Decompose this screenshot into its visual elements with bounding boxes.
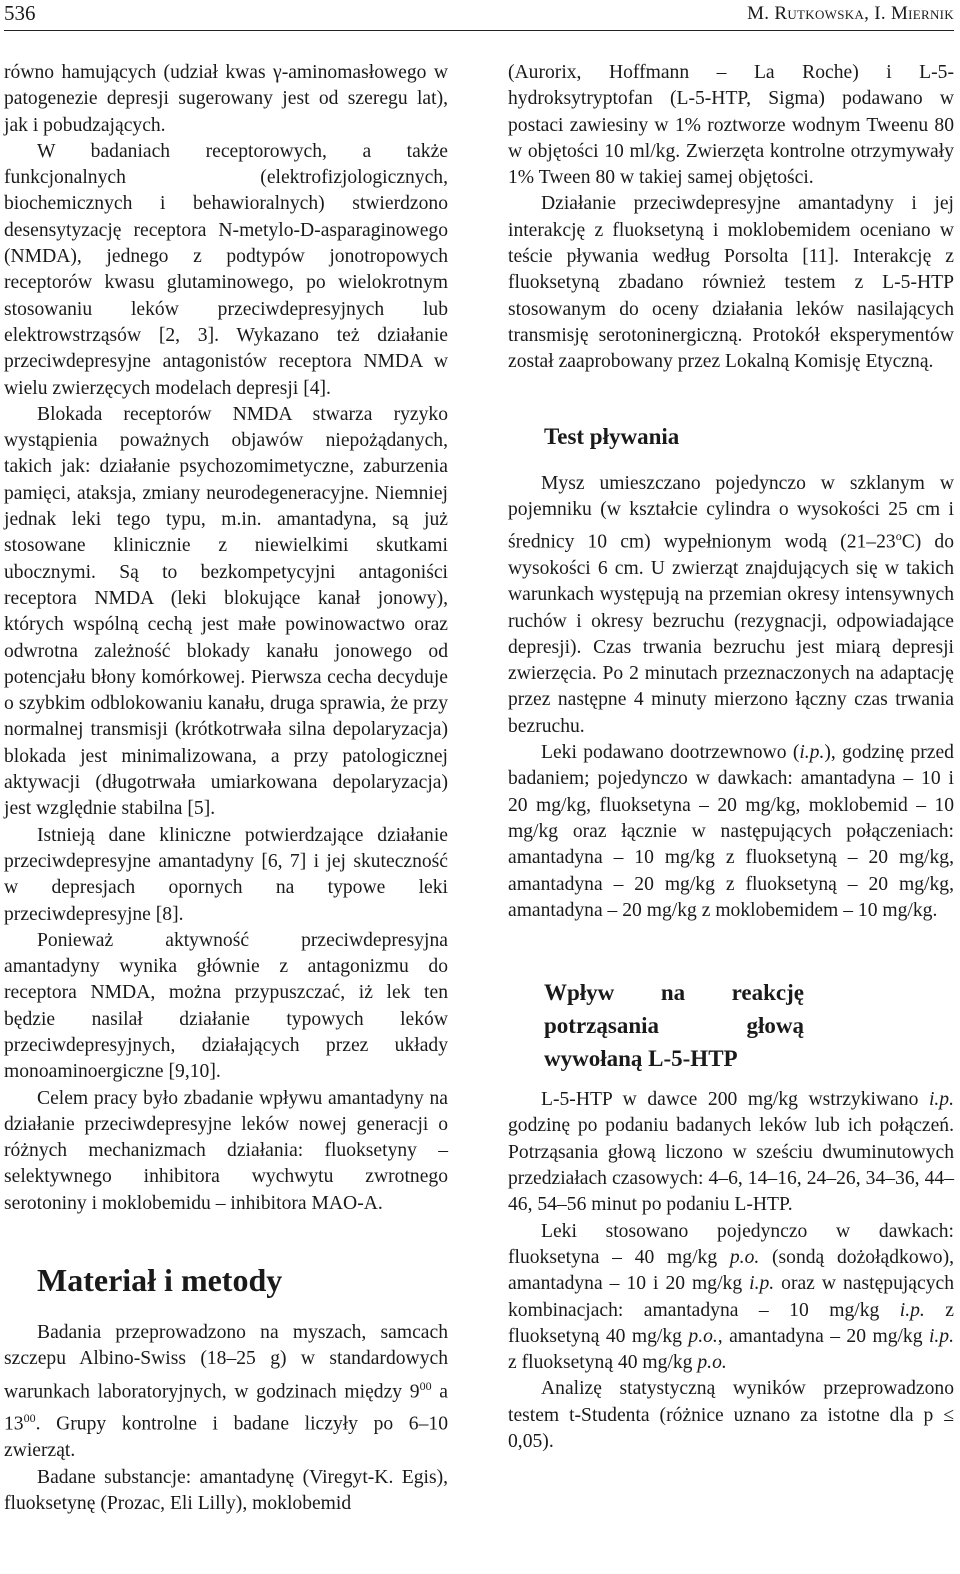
paragraph-l5htp-procedure: L-5-HTP w dawce 200 mg/kg wstrzykiwano i.p. godzinę po podaniu badanych leków lub ich połączeń. Potrząsania głową liczono w sześciu dwuminutowych przedziałach czasowych: 4–6, 14–16, 24–26, 34–36, 44–46, 54–56 minut po podaniu L-HTP. <box>508 1089 954 1216</box>
paragraph-clinical-data: Istnieją dane kliniczne potwierdzające działanie przeciwdepresyjne amantadyny [6, 7] i jej skuteczność w depresjach opornych na typowe leki przeciwdepresyjne [8]. <box>4 824 448 925</box>
left-column <box>4 60 448 1517</box>
paragraph-porsolt: Działanie przeciwdepresyjne amantadyny i jej interakcję z fluoksetyną i moklobemidem oceniano w teście pływania według Porsolta [11]. Interakcję z fluoksetyną zbadano również testem z L-5-HTP stosowanym do oceny działania leków nasilających transmisję serotoninergiczną. Protokół eksperymentów został zaaprobowany przez Lokalną Komisję Etyczną. <box>508 193 954 373</box>
subsection-heading-swim-test: Test pływania <box>544 423 680 449</box>
paragraph-intro-continued: równo hamujących (udział kwas γ-aminomasłowego w patogenezie depresji sugerowany jest od szeregu lat), jak i pobudzających. <box>4 62 448 136</box>
paragraph-swim-procedure: Mysz umieszczano pojedynczo w szklanym w pojemniku (w kształcie cylindra o wysokości 25 cm i średnicy 10 cm) wypełnionym wodą (21–23$^o$C) do wysokości 6 cm. U zwierząt znajdujących się w takich warunkach występują na przemian okresy intensywnych ruchów i okresy bezruchu (rezygnacji, odpowiadające depresji). Czas trwania bezruchu jest miarą depresji zwierzęcia. Po 2 minutach przeznaczonych na adaptację przez następne 4 minuty mierzono łączny czas trwania bezruchu. <box>508 472 954 737</box>
page-number: 536 <box>4 1 36 25</box>
paragraph-animals: Badania przeprowadzono na myszach, samcach szczepu Albino-Swiss (18–25 g) w standardowych warunkach laboratoryjnych, w godzinach między $9^{00}$ a $13^{00}$. Grupy kontrolne i badane liczyły po 6–10 zwierząt. <box>4 1322 448 1462</box>
running-head: M. Rutkowska, I. Miernik <box>747 3 954 24</box>
right-column <box>508 60 954 1455</box>
paragraph-statistics: Analizę statystyczną wyników przeprowadzono testem t-Studenta (różnice uznano za istotne dla p ≤ 0,05). <box>508 1378 954 1452</box>
subsection-heading-head-twitch: Wpływ na reakcję potrząsania głową wywołaną L-5-HTP <box>544 980 804 1072</box>
paragraph-receptor-studies: W badaniach receptorowych, a także funkcjonalnych (elektrofizjologicznych, biochemicznych i behawioralnych) stwierdzono desensytyzację receptora N-metylo-D-asparaginowego (NMDA), jednego z podtypów jonotropowych receptorów kwasu glutaminowego, po wielokrotnym stosowaniu leków przeciwdepresyjnych lub elektrowstrząsów [2, 3]. Wykazano też działanie przeciwdepresyjne antagonistów receptora NMDA w wielu zwierzęcych modelach depresji [4]. <box>4 140 448 399</box>
paragraph-swim-doses: Leki podawano dootrzewnowo (i.p.), godzinę przed badaniem; pojedynczo w dawkach: amantadyna – 10 i 20 mg/kg, fluoksetyna – 20 mg/kg, moklobemid – 10 mg/kg oraz łącznie w następujących połączeniach: amantadyna – 10 mg/kg z fluoksetyną – 20 mg/kg, amantadyna – 20 mg/kg z fluoksetyną – 20 mg/kg, amantadyna – 20 mg/kg z moklobemidem – 10 mg/kg. <box>508 742 954 921</box>
paragraph-l5htp-doses: Leki stosowano pojedynczo w dawkach: fluoksetyna – 40 mg/kg p.o. (sondą dożołądkowo), amantadyna – 10 i 20 mg/kg i.p. oraz w następujących kombinacjach: amantadyna – 10 mg/kg i.p. z fluoksetyną 40 mg/kg p.o., amantadyna – 20 mg/kg i.p. z fluoksetyną 40 mg/kg p.o. <box>508 1220 955 1374</box>
header-rule <box>4 30 954 31</box>
paragraph-substances-continued: (Aurorix, Hoffmann – La Roche) i L-5-hydroksytryptofan (L-5-HTP, Sigma) podawano w postaci zawiesiny w 1% roztworze wodnym Tweenu 80 w objętości 10 ml/kg. Zwierzęta kontrolne otrzymywały 1% Tween 80 w takiej samej objętości. <box>508 62 954 189</box>
section-heading-methods: Materiał i metody <box>37 1262 283 1299</box>
paragraph-nmda-blockade: Blokada receptorów NMDA stwarza ryzyko wystąpienia poważnych objawów niepożądanych, takich jak: działanie psychozomimetyczne, zaburzenia pamięci, ataksja, zmiany neurodegeneracyjne. Niemniej jednak leki tego typu, m.in. amantadyna, są już stosowane klinicznie z niewielkimi skutkami ubocznymi. Są to bezkompetycyjni antagoniści receptora NMDA (leki blokujące kanał jonowy), których wspólną cechą jest małe powinowactwo oraz odwrotna zależność blokady kanału jonowego od potencjału błony komórkowej. Pierwsza cecha decyduje o szybkim odblokowaniu kanału, druga sprawia, że przy normalnej transmisji (krótkotrwała silna depolaryzacja) blokada jest minimalizowana, a przy patologicznej aktywacji (długotrwała umiarkowana depolaryzacja) jest względnie stabilna [5]. <box>4 403 448 820</box>
page-header <box>4 0 954 30</box>
paragraph-aim: Celem pracy było zbadanie wpływu amantadyny na działanie przeciwdepresyjne leków nowej generacji o różnych mechanizmach działania: fluoksetyny – selektywnego inhibitora wychwytu zwrotnego serotoniny i moklobemidu – inhibitora MAO-A. <box>4 1087 448 1214</box>
paragraph-substances: Badane substancje: amantadynę (Viregyt-K. Egis), fluoksetynę (Prozac, Eli Lilly), moklobemid <box>4 1466 448 1514</box>
paragraph-hypothesis: Ponieważ aktywność przeciwdepresyjna amantadyny wynika głównie z antagonizmu do receptora NMDA, można przypuszczać, iż lek ten będzie nasilał działanie typowych leków przeciwdepresyjnych, działających przez układy monoaminoergiczne [9,10]. <box>4 929 448 1083</box>
